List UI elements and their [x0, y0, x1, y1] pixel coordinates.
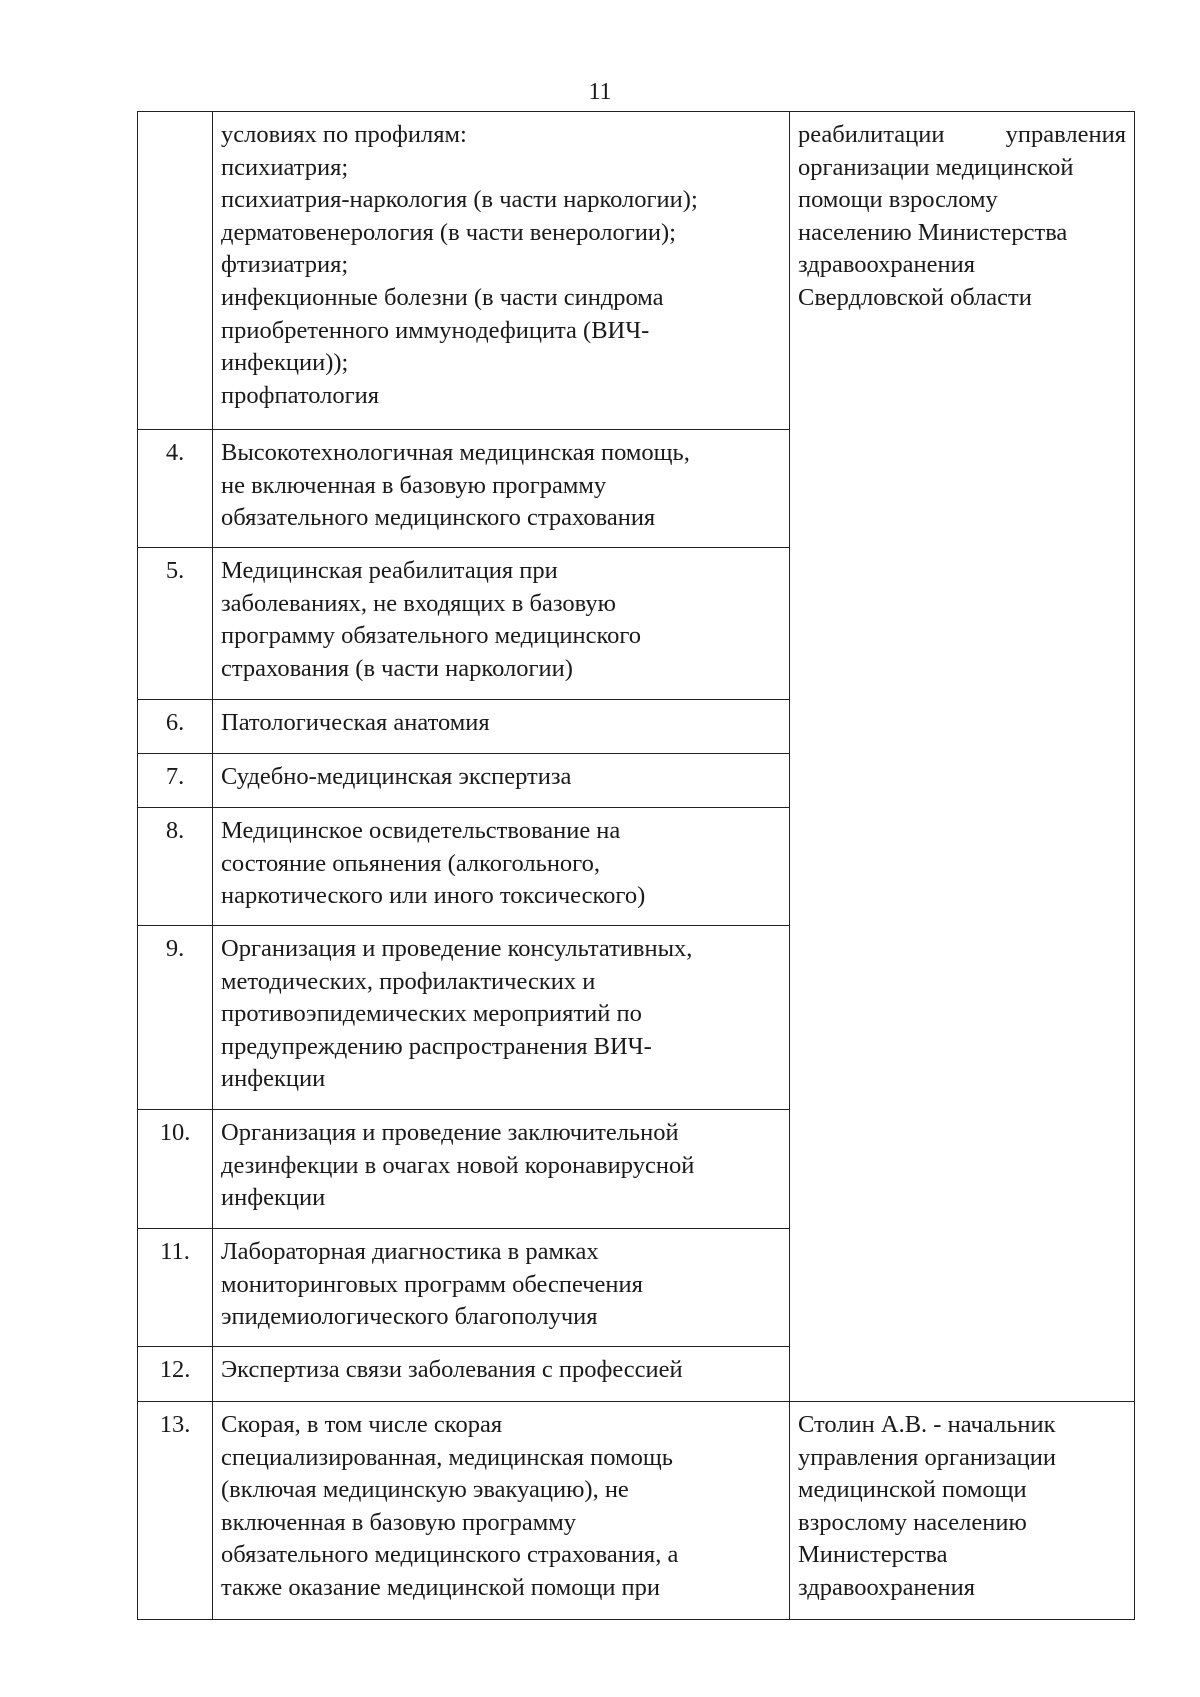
text-line: инфекции));	[221, 349, 349, 377]
row-number: 7.	[138, 754, 213, 808]
text-line: Медицинское освидетельствование на	[221, 817, 621, 844]
table-row	[138, 1402, 1135, 1620]
table-row	[138, 112, 1135, 430]
text-line: Организация и проведение консультативных,	[221, 935, 693, 962]
text-line: инфекции	[221, 1065, 326, 1093]
text-line: специализированная, медицинская помощь	[221, 1443, 673, 1471]
text-line: Высокотехнологичная медицинская помощь,	[221, 439, 690, 466]
text-word: реабилитации	[798, 121, 945, 148]
text-line: Организация и проведение заключительной	[221, 1119, 679, 1146]
text-line: Скорая, в том числе скорая	[221, 1411, 503, 1438]
text-word: управления	[1005, 121, 1126, 148]
text-line: фтизиатрия;	[221, 251, 349, 279]
row-description	[213, 430, 790, 548]
text-line: инфекции	[221, 1184, 326, 1212]
text-line: предупреждению распространения ВИЧ-	[221, 1032, 652, 1060]
text-line	[798, 119, 1126, 152]
text-line: Столин А.В. - начальник	[798, 1411, 1056, 1438]
text-line: страхования (в части наркологии)	[221, 654, 573, 682]
text-line: психиатрия-наркология (в части наркологии);	[221, 186, 698, 214]
text-line: Судебно-медицинская экспертиза	[221, 763, 572, 790]
text-line: дезинфекции в очагах новой коронавирусной	[221, 1151, 695, 1179]
row-description	[213, 112, 790, 430]
text-line: включенная в базовую программу	[221, 1508, 577, 1536]
text-line: противоэпидемических мероприятий по	[221, 1000, 642, 1028]
text-line: взрослому населению	[798, 1508, 1027, 1536]
text-line: здравоохранения	[798, 1573, 975, 1601]
responsible-cell	[790, 1402, 1135, 1620]
row-number: 9.	[138, 926, 213, 1110]
row-number	[138, 112, 213, 430]
text-line: методических, профилактических и	[221, 967, 596, 995]
text-line: Лабораторная диагностика в рамках	[221, 1238, 599, 1265]
text-line: программу обязательного медицинского	[221, 622, 642, 650]
text-line: эпидемиологического благополучия	[221, 1303, 598, 1331]
text-line: обязательного медицинского страхования	[221, 504, 656, 532]
row-description	[213, 548, 790, 700]
text-line: не включенная в базовую программу	[221, 471, 607, 499]
row-description	[213, 1402, 790, 1620]
services-table	[137, 111, 1135, 1620]
row-number: 6.	[138, 700, 213, 754]
row-description	[213, 754, 790, 808]
text-line: мониторинговых программ обеспечения	[221, 1270, 643, 1298]
text-line: профпатология	[221, 381, 380, 409]
row-description	[213, 1110, 790, 1229]
row-description	[213, 700, 790, 754]
responsible-cell	[790, 112, 1135, 1402]
text-line: Медицинская реабилитация при	[221, 557, 558, 584]
text-line: медицинской помощи	[798, 1476, 1027, 1504]
row-number: 5.	[138, 548, 213, 700]
text-line: Свердловской области	[798, 283, 1032, 311]
text-line: (включая медицинскую эвакуацию), не	[221, 1476, 629, 1504]
row-number: 12.	[138, 1347, 213, 1402]
row-number: 13.	[138, 1402, 213, 1620]
text-line: помощи взрослому	[798, 186, 998, 214]
text-line: здравоохранения	[798, 251, 975, 279]
text-line: организации медицинской	[798, 153, 1074, 181]
text-line: состояние опьянения (алкогольного,	[221, 849, 600, 877]
text-line: заболеваниях, не входящих в базовую	[221, 589, 616, 617]
page-number: 11	[588, 79, 612, 105]
text-line: дерматовенерология (в части венерологии);	[221, 218, 676, 246]
row-number: 8.	[138, 808, 213, 926]
text-line: приобретенного иммунодефицита (ВИЧ-	[221, 316, 650, 344]
row-description	[213, 1229, 790, 1347]
row-description	[213, 808, 790, 926]
text-line: условиях по профилям:	[221, 121, 467, 148]
text-line: Министерства	[798, 1541, 948, 1569]
row-number: 11.	[138, 1229, 213, 1347]
text-line: Экспертиза связи заболевания с профессией	[221, 1356, 683, 1383]
text-line: инфекционные болезни (в части синдрома	[221, 283, 664, 311]
text-line: психиатрия;	[221, 153, 349, 181]
row-number: 4.	[138, 430, 213, 548]
text-line: населению Министерства	[798, 218, 1068, 246]
text-line: также оказание медицинской помощи при	[221, 1573, 661, 1601]
row-description	[213, 926, 790, 1110]
row-number: 10.	[138, 1110, 213, 1229]
text-line: обязательного медицинского страхования, а	[221, 1541, 679, 1569]
text-line: Патологическая анатомия	[221, 709, 490, 736]
text-line: управления организации	[798, 1443, 1056, 1471]
row-description	[213, 1347, 790, 1402]
text-line: наркотического или иного токсического)	[221, 882, 646, 910]
